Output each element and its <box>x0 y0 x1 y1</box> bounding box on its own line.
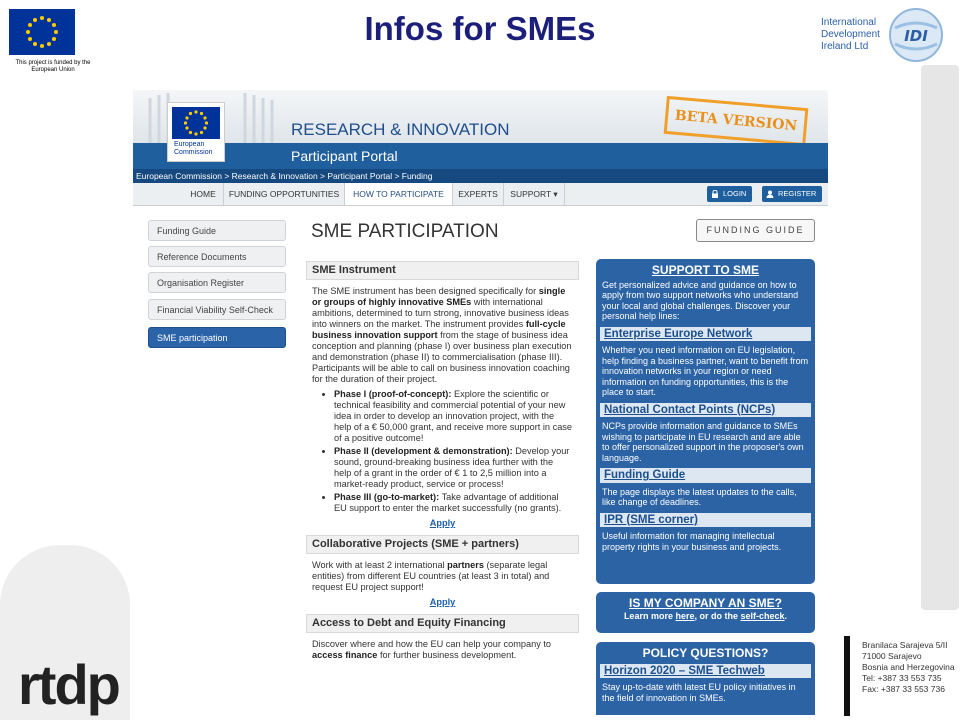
apply-collaborative-link[interactable]: Apply <box>429 597 456 607</box>
debt-text: for further business development. <box>379 650 517 660</box>
ipr-link[interactable]: IPR (SME corner) <box>600 513 811 528</box>
sidebar-item-organisation-register[interactable]: Organisation Register <box>148 272 286 293</box>
list-item <box>334 492 573 514</box>
idi-logo-text: IDI <box>904 27 928 45</box>
is-sme-text: , or do the <box>694 610 738 621</box>
portal-name: Participant Portal <box>291 148 398 164</box>
sidebar-item-funding-guide[interactable]: Funding Guide <box>148 220 286 241</box>
instrument-text: with international ambitions, determined to turn strong, innovative business ideas into winners on the market. The instrument provides <box>312 297 569 329</box>
decorative-bar <box>921 65 959 610</box>
address-line: Fax: +387 33 553 736 <box>862 684 945 694</box>
sme-instrument-heading: SME Instrument <box>306 261 579 280</box>
support-to-sme-title[interactable]: SUPPORT TO SME <box>651 263 760 277</box>
phase-text: Develop your sound, ground-breaking business idea further with the help of a grant in the order of € 1 to 2,5 million into a market-ready product, service or process! <box>334 446 570 489</box>
idi-line: Ireland Ltd <box>821 41 869 52</box>
nav-funding-opportunities[interactable]: FUNDING OPPORTUNITIES <box>224 183 345 205</box>
phase-title: Phase II (development & demonstration): <box>334 446 513 456</box>
ec-flag-icon <box>172 107 220 139</box>
funding-guide-text: The page displays the latest updates to the calls, like change of deadlines. <box>602 486 797 507</box>
address-line: 71000 Sarajevo <box>862 651 922 661</box>
policy-questions-box <box>596 642 815 715</box>
collab-text: Work with at least 2 international <box>312 560 445 570</box>
debt-equity-body <box>306 639 579 661</box>
main-nav <box>133 183 828 206</box>
sme-instrument-body <box>306 286 579 529</box>
policy-questions-title: POLICY QUESTIONS? <box>642 646 769 660</box>
nav-experts[interactable]: EXPERTS <box>453 183 504 205</box>
beta-badge: BETA VERSION <box>664 96 809 146</box>
ec-logo-line: Commission <box>174 149 213 156</box>
ec-logo[interactable] <box>167 102 225 162</box>
ec-logo-line: European <box>174 141 205 148</box>
nav-support[interactable]: SUPPORT ▾ <box>504 183 565 205</box>
sidebar-item-reference-documents[interactable]: Reference Documents <box>148 246 286 267</box>
address-line: Bosnia and Herzegovina <box>862 662 955 672</box>
phases-list <box>312 389 573 514</box>
instrument-text: from the stage of business idea conception and planning (phase I) over business plan execution and demonstration (phase II) to commercialisation (phase III). Participants will be able to call on business innovation coaching for the duration of their project. <box>312 330 572 384</box>
main-content <box>306 261 579 661</box>
phase-title: Phase III (go-to-market): <box>334 492 440 502</box>
slide-title: Infos for SMEs <box>364 10 596 47</box>
research-innovation-title: RESEARCH & INNOVATION <box>291 120 510 139</box>
support-to-sme-box <box>596 259 815 584</box>
collaborative-projects-heading: Collaborative Projects (SME + partners) <box>306 535 579 554</box>
login-button[interactable] <box>707 186 752 202</box>
een-text: Whether you need information on EU legislation, help finding a business partner, want to benefit from innovation networks in your region or need information on funding opportunities, this is the place to start. <box>602 345 809 397</box>
een-link[interactable]: Enterprise Europe Network <box>600 327 811 342</box>
collaborative-projects-body <box>306 560 579 608</box>
idi-name <box>821 17 880 53</box>
nav-how-to-participate[interactable]: HOW TO PARTICIPATE <box>345 183 453 205</box>
funding-guide-button[interactable]: FUNDING GUIDE <box>696 219 815 242</box>
collab-text-bold: partners <box>447 560 484 570</box>
portal-title-band <box>133 143 828 169</box>
is-my-company-sme-box <box>596 592 815 633</box>
phase-text: Explore the scientific or technical feasibility and commercial potential of your new idea in order to develop an innovation project, with the help of a € 50,000 grant, and receive more support in case of a positive outcome! <box>334 389 573 443</box>
instrument-text-bold: full-cycle business innovation support <box>312 319 566 340</box>
register-label: REGISTER <box>778 189 817 198</box>
breadcrumb[interactable]: European Commission > Research & Innovation > Participant Portal > Funding <box>133 169 828 183</box>
sidebar-item-financial-viability[interactable]: Financial Viability Self-Check <box>148 299 286 320</box>
sidebar-item-sme-participation[interactable]: SME participation <box>148 327 286 348</box>
phase-title: Phase I (proof-of-concept): <box>334 389 452 399</box>
eu-flag-logo <box>9 9 75 55</box>
divider-line <box>844 636 850 716</box>
idi-logo <box>889 8 943 62</box>
address-line: Branilaca Sarajeva 5/II <box>862 640 948 650</box>
debt-text-bold: access finance <box>312 650 378 660</box>
self-check-link[interactable]: self-check <box>740 610 785 621</box>
instrument-text: The SME instrument has been designed specifically for <box>312 286 537 296</box>
page-title: SME PARTICIPATION <box>311 221 499 242</box>
ncp-link[interactable]: National Contact Points (NCPs) <box>600 403 811 418</box>
nav-home[interactable]: HOME <box>183 183 224 205</box>
portal-screenshot <box>133 90 828 715</box>
address-line: Tel: +387 33 553 735 <box>862 673 942 683</box>
idi-line: International <box>821 17 877 28</box>
h2020-techweb-link[interactable]: Horizon 2020 – SME Techweb <box>600 664 811 679</box>
h2020-text: Stay up-to-date with latest EU policy initiatives in the field of innovation in SMEs. <box>602 682 796 703</box>
list-item <box>334 389 573 444</box>
register-button[interactable] <box>762 186 822 202</box>
support-intro: Get personalized advice and guidance on how to apply from two support networks who understand your local and global challenges. Discover your personal help lines: <box>602 279 799 321</box>
list-item <box>334 446 573 490</box>
phase-text: Take advantage of additional EU support to enter the market successfully (no grants). <box>334 492 562 513</box>
ec-logo-text <box>170 141 226 157</box>
is-sme-text: . <box>784 610 788 621</box>
funding-guide-link[interactable]: Funding Guide <box>600 468 811 483</box>
is-my-company-sme-title[interactable]: IS MY COMPANY AN SME? <box>629 596 782 610</box>
apply-sme-instrument-link[interactable]: Apply <box>429 518 456 528</box>
ncp-text: NCPs provide information and guidance to SMEs wishing to participate in EU research and are able to offer personalized support in the proposer's own language. <box>602 421 804 463</box>
ipr-text: Useful information for managing intellectual property rights in your business and projects. <box>602 531 782 552</box>
debt-equity-heading: Access to Debt and Equity Financing <box>306 614 579 633</box>
lock-icon <box>711 190 719 198</box>
debt-text: Discover where and how the EU can help your company to <box>312 639 552 649</box>
instrument-text-bold: single or groups of highly innovative SMEs <box>312 286 566 307</box>
address-block <box>862 640 955 695</box>
is-sme-text: Learn more <box>623 610 673 621</box>
idi-line: Development <box>821 29 880 40</box>
login-label: LOGIN <box>723 189 747 198</box>
user-icon <box>766 190 774 198</box>
rtdp-logo: rtdp <box>18 653 119 716</box>
eu-funding-caption: This project is funded by the European Union <box>15 60 91 73</box>
collab-text: (separate legal entities) from different EU countries (at least 3 in total) and request EU project support! <box>312 560 550 592</box>
here-link[interactable]: here <box>675 610 695 621</box>
